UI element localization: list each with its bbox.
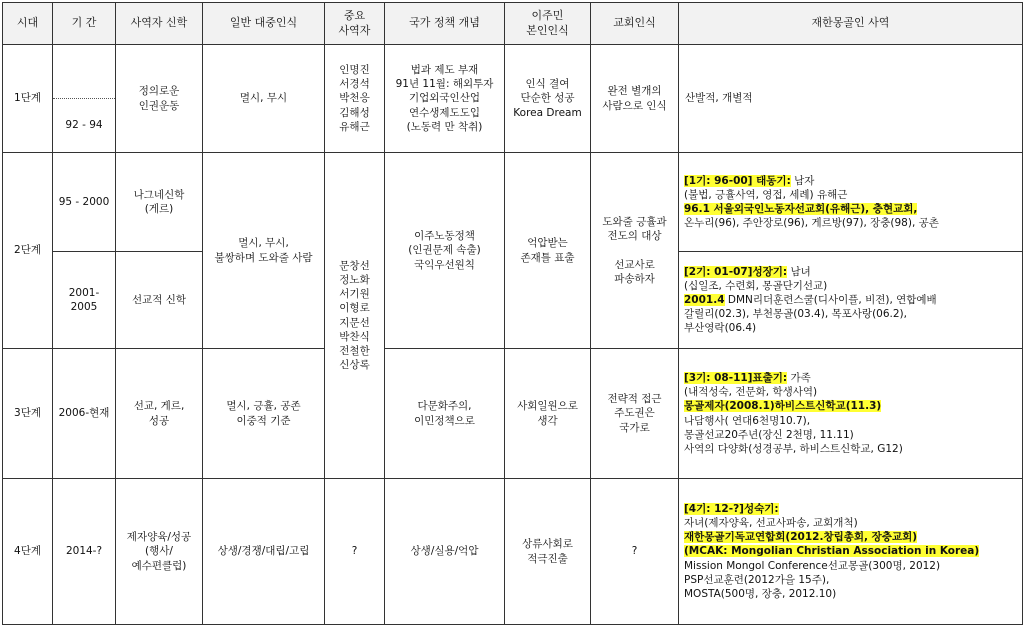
stage1-policy: 법과 제도 부재 91년 11월: 해외투자 기업외국인산업 연수생제도도입 (노동력 만 착취): [385, 45, 505, 153]
stage2-era: 2단계: [3, 153, 53, 349]
stage2-mission-b: [679, 252, 1023, 349]
stage3-row: [3, 349, 1023, 479]
stage4-public: 상생/경쟁/대립/고립: [203, 479, 325, 625]
mission-line: [684, 321, 1017, 335]
mission-line: [684, 428, 1017, 442]
mission-line-text: [4기: 12-?]성숙기:: [684, 502, 779, 515]
mission-line-text: 온누리(96), 주안장로(96), 게르방(97), 장충(98), 공촌: [684, 217, 939, 230]
header-self: 이주민 본인인식: [505, 3, 591, 45]
mission-line-text: (십일조, 수련회, 몽골단기선교): [684, 279, 828, 292]
stage4-self: 상류사회로 적극진출: [505, 479, 591, 625]
stage1-row: [3, 45, 1023, 153]
header-theology: 사역자 신학: [116, 3, 203, 45]
stage2-mission-a: [679, 153, 1023, 252]
mission-line: [684, 293, 1017, 307]
mission-line: [684, 399, 1017, 413]
stage1-public: 멸시, 무시: [203, 45, 325, 153]
stage4-church: ?: [591, 479, 679, 625]
mission-line-rest: DMN리더훈련스쿨(디사이플, 비젼), 연합예배: [724, 293, 937, 306]
mission-line: [684, 559, 1017, 573]
stage23-workers: 문창선 정노화 서기원 이형로 지문선 박찬식 전철한 신상록: [325, 153, 385, 479]
stage2-church: 도와줄 긍휼과 전도의 대상 선교사로 파송하자: [591, 153, 679, 349]
header-church: 교회인식: [591, 3, 679, 45]
mission-line-text: MOSTA(500명, 장충, 2012.10): [684, 587, 837, 600]
mission-line-text: 사역의 다양화(성경공부, 하비스트신학교, G12): [684, 442, 903, 455]
stage2-policy: 이주노동정책 (인권문제 속출) 국익우선원칙: [385, 153, 505, 349]
stage1-mission: 산발적, 개별적: [679, 45, 1023, 153]
mission-line: [684, 573, 1017, 587]
stage2a-row: [3, 153, 1023, 252]
mission-line-text: [1기: 96-00] 태동기:: [684, 174, 791, 187]
stage4-period: 2014-?: [53, 479, 116, 625]
stage1-period: 92 - 94: [53, 98, 115, 152]
mission-line: [684, 279, 1017, 293]
mission-line: [684, 265, 1017, 279]
stage4-era: 4단계: [3, 479, 53, 625]
stage3-theology: 선교, 게르, 성공: [116, 349, 203, 479]
mission-line: [684, 530, 1017, 544]
mission-line: [684, 188, 1017, 202]
stage2-public: 멸시, 무시, 불쌍하며 도와줄 사람: [203, 153, 325, 349]
mission-line: [684, 442, 1017, 456]
mission-line: [684, 385, 1017, 399]
mission-line: [684, 371, 1017, 385]
mission-line-text: (MCAK: Mongolian Christian Association in Korea): [684, 545, 980, 558]
mission-line-text: [3기: 08-11]표출기:: [684, 371, 788, 384]
stage4-mission: [679, 479, 1023, 625]
stage3-self: 사회일원으로 생각: [505, 349, 591, 479]
mission-line-text: 몽골제자(2008.1)하비스트신학교(11.3): [684, 400, 882, 413]
header-policy: 국가 정책 개념: [385, 3, 505, 45]
mission-line: [684, 307, 1017, 321]
stage2-period-a: 95 - 2000: [53, 153, 116, 252]
mission-stages-table: [2, 2, 1023, 625]
stage2-self: 억압받는 존재틀 표출: [505, 153, 591, 349]
mission-line: [684, 544, 1017, 558]
mission-line-text: 96.1 서울외국인노동자선교회(유해근), 충현교회,: [684, 203, 918, 215]
mission-line-text: 갈릴리(02.3), 부천몽골(03.4), 목포사랑(06.2),: [684, 308, 907, 321]
header-workers: 중요 사역자: [325, 3, 385, 45]
stage1-era: 1단계: [3, 45, 53, 153]
stage1-theology: 정의로운 인권운동: [116, 45, 203, 153]
mission-line-text: 몽골선교20주년(장신 2천명, 11.11): [684, 428, 854, 441]
stage2-theology-b: 선교적 신학: [116, 252, 203, 349]
mission-line-text: (불법, 긍휼사역, 영접, 세례) 유해근: [684, 188, 848, 201]
mission-line-text: (내적성숙, 전문화, 학생사역): [684, 386, 818, 399]
header-public: 일반 대중인식: [203, 3, 325, 45]
mission-line: [684, 216, 1017, 230]
mission-line-text: 나담행사( 연대6천명10.7),: [684, 414, 811, 427]
stage1-self: 인식 결여 단순한 성공 Korea Dream: [505, 45, 591, 153]
mission-line-rest: 남녀: [787, 265, 811, 278]
mission-line-text: PSP선교훈련(2012가을 15주),: [684, 573, 830, 586]
stage2-period-b: 2001-2005: [53, 252, 116, 349]
mission-line-text: 재한몽골기독교연합회(2012.창립총회, 장충교회): [684, 531, 918, 544]
mission-line: [684, 587, 1017, 601]
stage3-policy: 다문화주의, 이민정책으로: [385, 349, 505, 479]
stage4-policy: 상생/실용/억압: [385, 479, 505, 625]
stage3-church: 전략적 접근 주도권은 국가로: [591, 349, 679, 479]
mission-line-text: 2001.4: [684, 293, 725, 306]
mission-line-text: Mission Mongol Conference선교몽골(300명, 2012): [684, 559, 941, 572]
mission-line: [684, 174, 1017, 188]
header-period: 기 간: [53, 3, 116, 45]
stage3-era: 3단계: [3, 349, 53, 479]
stage4-workers: ?: [325, 479, 385, 625]
mission-line-text: 자녀(제자양육, 선교사파송, 교회개척): [684, 517, 858, 530]
mission-line-rest: 가족: [787, 371, 811, 384]
mission-line: [684, 502, 1017, 516]
stage1-church: 완전 별개의 사람으로 인식: [591, 45, 679, 153]
mission-line-text: [2기: 01-07]성장기:: [684, 265, 788, 278]
stage3-mission: [679, 349, 1023, 479]
stage3-public: 멸시, 긍휼, 공존 이중적 기준: [203, 349, 325, 479]
stage4-row: [3, 479, 1023, 625]
header-mission: 재한몽골인 사역: [679, 3, 1023, 45]
mission-line-rest: 남자: [790, 174, 815, 187]
header-row: [3, 3, 1023, 45]
stage3-period: 2006-현재: [53, 349, 116, 479]
stage2-theology-a: 나그네신학 (게르): [116, 153, 203, 252]
mission-line: [684, 516, 1017, 530]
mission-line-text: 부산영락(06.4): [684, 322, 757, 335]
stage1-workers: 인명진 서경석 박천응 김해성 유해근: [325, 45, 385, 153]
stage4-theology: 제자양육/성공 (행사/ 예수편클럽): [116, 479, 203, 625]
header-era: 시대: [3, 3, 53, 45]
mission-line: [684, 202, 1017, 216]
stage1-period-cell: [53, 45, 116, 153]
mission-line: [684, 414, 1017, 428]
